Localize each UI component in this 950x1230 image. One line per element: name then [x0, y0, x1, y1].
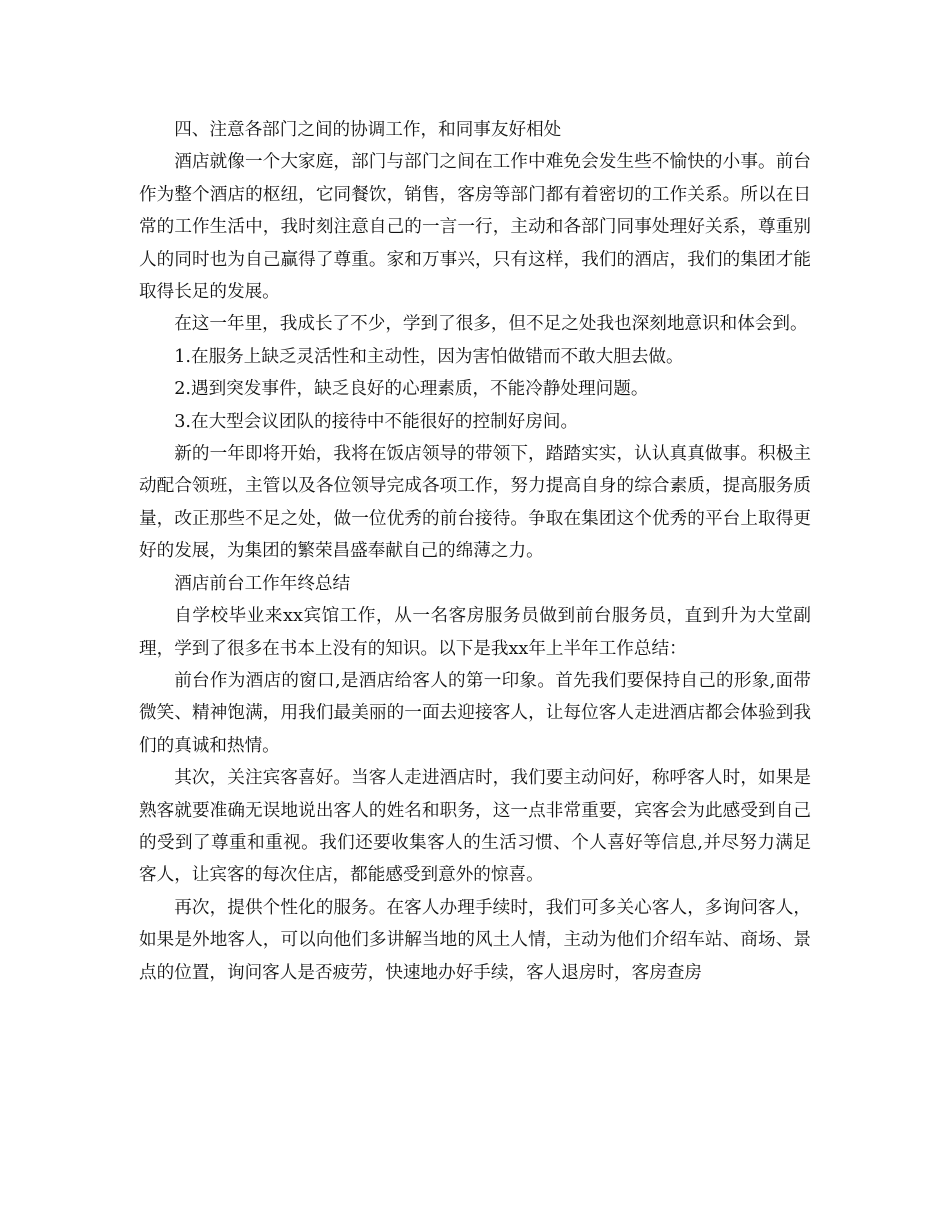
paragraph: 在这一年里，我成长了不少，学到了很多，但不足之处我也深刻地意识和体会到。: [174, 314, 808, 335]
paragraph: 酒店就像一个大家庭，部门与部门之间在工作中难免会发生些不愉快的小事。前台作为整个酒店的枢纽，它同餐饮，销售，客房等部门都有着密切的工作关系。所以在日常的工作生活中，我时刻注意自己的一言一行，主动和各部门同事处理好关系，尊重别人的同时也为自己赢得了尊重。家和万事兴，只有这样，我们的酒店，我们的集团才能取得长足的发展。: [139, 152, 811, 303]
list-item: 1.在服务上缺乏灵活性和主动性，因为害怕做错而不敢大胆去做。: [174, 346, 684, 367]
document-body: [139, 114, 811, 989]
paragraph: 其次，关注宾客喜好。当客人走进酒店时，我们要主动问好，称呼客人时，如果是熟客就要准确无误地说出客人的姓名和职务，这一点非常重要，宾客会为此感受到自己的受到了尊重和重视。我们还要收集客人的生活习惯、个人喜好等信息,并尽努力满足客人，让宾客的每次住店，都能感受到意外的惊喜。: [139, 768, 811, 886]
paragraph: 前台作为酒店的窗口,是酒店给客人的第一印象。首先我们要保持自己的形象,面带微笑、精神饱满，用我们最美丽的一面去迎接客人，让每位客人走进酒店都会体验到我们的真诚和热情。: [139, 670, 811, 756]
section-heading: 四、注意各部门之间的协调工作，和同事友好相处: [174, 120, 562, 140]
paragraph: 新的一年即将开始，我将在饭店领导的带领下，踏踏实实，认认真真做事。积极主动配合领班，主管以及各位领导完成各项工作，努力提高自身的综合素质，提高服务质量，改正那些不足之处，做一位优秀的前台接待。争取在集团这个优秀的平台上取得更好的发展，为集团的繁荣昌盛奉献自己的绵薄之力。: [139, 444, 811, 562]
section-title: 酒店前台工作年终总结: [174, 573, 351, 594]
list-item: 2.遇到突发事件，缺乏良好的心理素质，不能冷静处理问题。: [174, 379, 649, 400]
paragraph: 再次，提供个性化的服务。在客人办理手续时，我们可多关心客人，多询问客人，如果是外地客人，可以向他们多讲解当地的风土人情，主动为他们介绍车站、商场、景点的位置，询问客人是否疲劳，快速地办好手续，客人退房时，客房查房: [139, 897, 811, 983]
paragraph: 自学校毕业来xx宾馆工作，从一名客房服务员做到前台服务员，直到升为大堂副理，学到了很多在书本上没有的知识。以下是我xx年上半年工作总结：: [139, 606, 811, 659]
list-item: 3.在大型会议团队的接待中不能很好的控制好房间。: [174, 411, 579, 432]
